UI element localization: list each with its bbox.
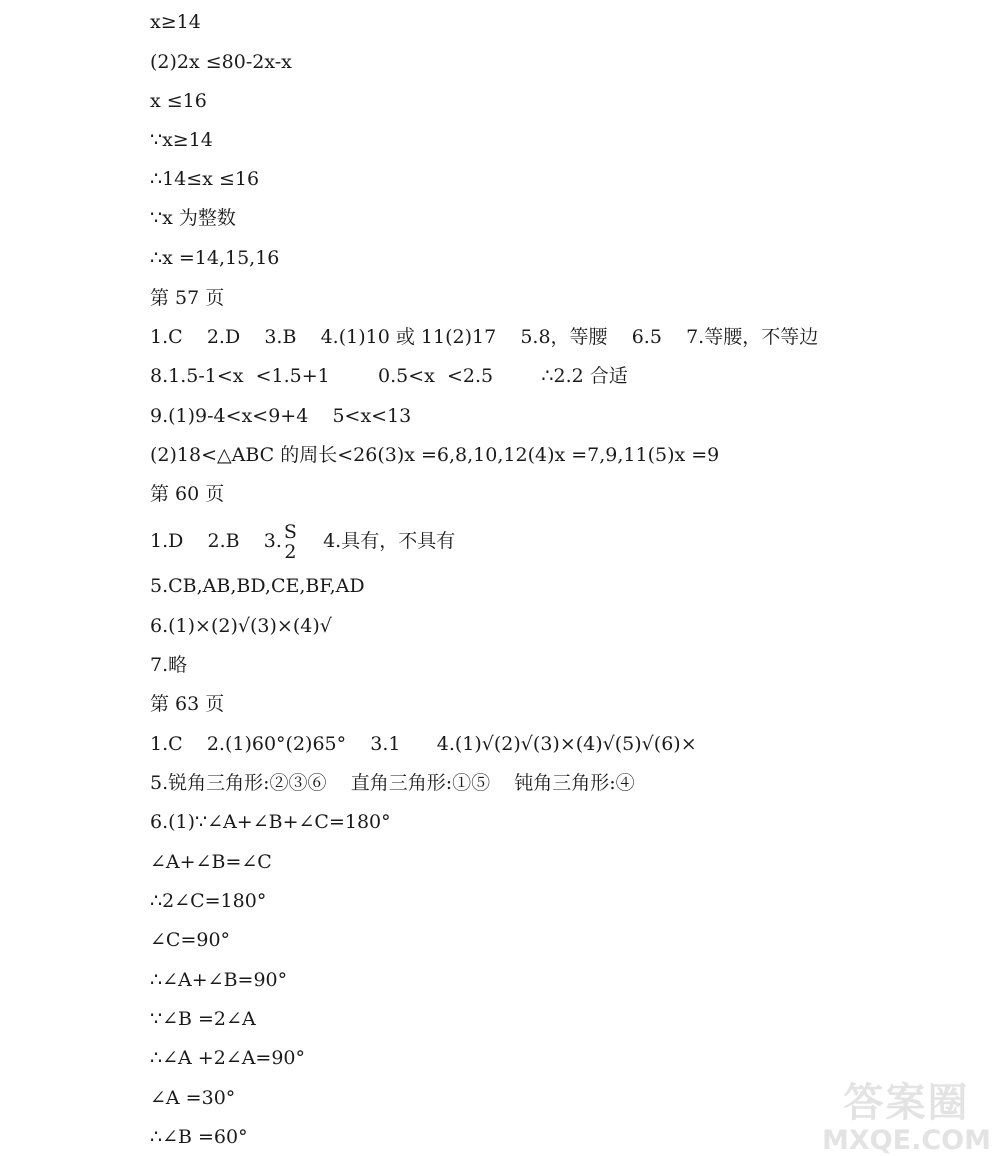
line-7: ∴x =14,15,16 (150, 247, 280, 269)
fraction-numerator: S (283, 521, 297, 543)
line-16: 6.(1)×(2)√(3)×(4)√ (150, 615, 332, 637)
line-14-before: 1.D 2.B 3. (150, 530, 282, 552)
line-26: ∵∠B =2∠A (150, 1008, 256, 1030)
line-6: ∵x 为整数 (150, 207, 236, 229)
fraction-denominator: 2 (284, 541, 297, 563)
page-heading-60: 第 60 页 (150, 483, 225, 505)
watermark-bottom: MXQE.COM (822, 1125, 991, 1156)
line-15: 5.CB,AB,BD,CE,BF,AD (150, 575, 365, 597)
page-heading-63: 第 63 页 (150, 693, 225, 715)
line-9: 1.C 2.D 3.B 4.(1)10 或 11(2)17 5.8，等腰 6.5 7.等腰，不等边 (150, 326, 819, 348)
line-5: ∴14≤x ≤16 (150, 168, 260, 190)
line-22: ∠A+∠B=∠C (150, 851, 272, 873)
fraction (284, 522, 297, 562)
line-14-after: 4.具有，不具有 (298, 530, 456, 552)
line-19: 1.C 2.(1)60°(2)65° 3.1 4.(1)√(2)√(3)×(4)√(5)√(6)× (150, 733, 697, 755)
line-24: ∠C=90° (150, 929, 231, 951)
line-21: 6.(1)∵∠A+∠B+∠C=180° (150, 811, 391, 833)
line-10: 8.1.5-1<x <1.5+1 0.5<x <2.5 ∴2.2 合适 (150, 365, 628, 387)
watermark-top: 答案圈 (843, 1080, 970, 1126)
line-1: x≥14 (150, 11, 201, 33)
line-2: (2)2x ≤80-2x-x (150, 51, 292, 73)
line-3: x ≤16 (150, 90, 207, 112)
line-23: ∴2∠C=180° (150, 890, 267, 912)
line-17: 7.略 (150, 654, 188, 676)
line-20: 5.锐角三角形:②③⑥ 直角三角形:①⑤ 钝角三角形:④ (150, 772, 635, 794)
line-25: ∴∠A+∠B=90° (150, 969, 288, 991)
line-11: 9.(1)9-4<x<9+4 5<x<13 (150, 405, 412, 427)
line-27: ∴∠A +2∠A=90° (150, 1047, 306, 1069)
line-29: ∴∠B =60° (150, 1126, 248, 1148)
line-14 (150, 522, 455, 562)
line-4: ∵x≥14 (150, 129, 213, 151)
watermark-logo (822, 1080, 991, 1156)
line-12: (2)18<△ABC 的周长<26(3)x =6,8,10,12(4)x =7,9,11(5)x =9 (150, 444, 720, 466)
page-heading-57: 第 57 页 (150, 287, 225, 309)
line-28: ∠A =30° (150, 1087, 236, 1109)
